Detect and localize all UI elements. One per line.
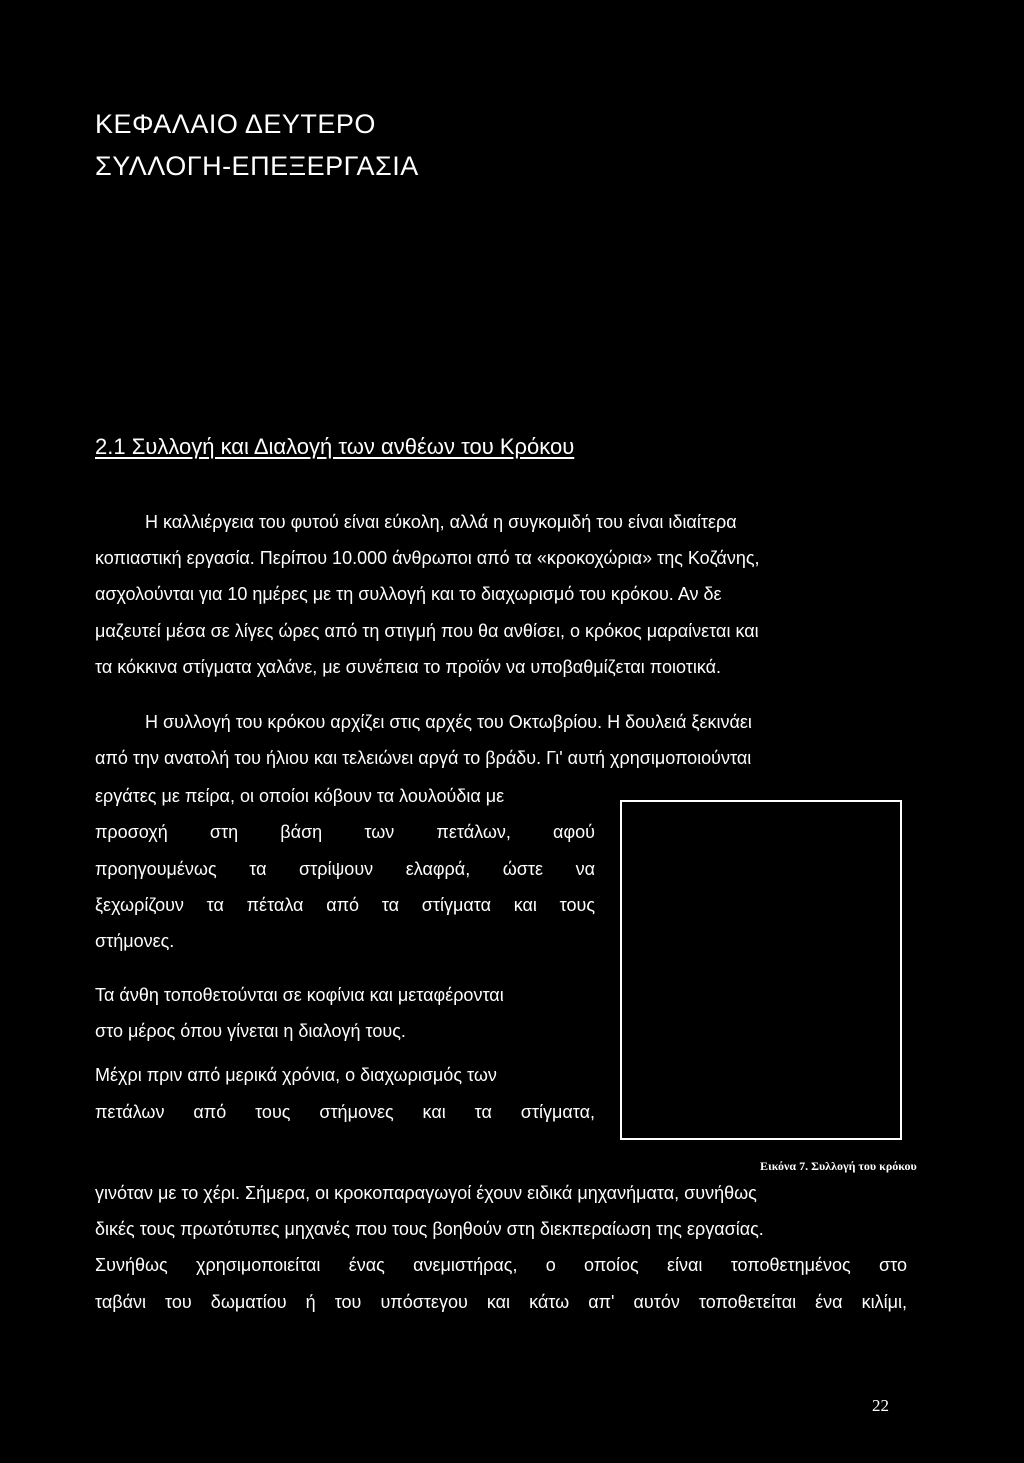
text-line: εργάτες με πείρα, οι οποίοι κόβουν τα λουλούδια με: [95, 786, 505, 806]
text-line: Μέχρι πριν από μερικά χρόνια, ο διαχωρισμός των: [95, 1065, 497, 1085]
chapter-title-line1: ΚΕΦΑΛΑΙΟ ΔΕΥΤΕΡΟ: [95, 109, 376, 139]
text-line: προηγουμένως τα στρίψουν ελαφρά, ώστε να: [95, 859, 595, 879]
text-line: ταβάνι του δωματίου ή του υπόστεγου και κάτω απ' αυτόν τοποθετείται ένα κιλίμι,: [95, 1292, 907, 1312]
text-line: Η καλλιέργεια του φυτού είναι εύκολη, αλλά η συγκομιδή του είναι ιδιαίτερα: [145, 512, 737, 532]
text-line: προσοχή στη βάση των πετάλων, αφού: [95, 822, 595, 842]
text-line: τα κόκκινα στίγματα χαλάνε, με συνέπεια το προϊόν να υποβαθμίζεται ποιοτικά.: [95, 657, 722, 677]
text-line: ασχολούνται για 10 ημέρες με τη συλλογή και το διαχωρισμό του κρόκου. Αν δε: [95, 584, 722, 604]
figure-image-frame: [620, 800, 902, 1140]
text-line: ξεχωρίζουν τα πέταλα από τα στίγματα και τους: [95, 895, 595, 915]
text-line: πετάλων από τους στήμονες και τα στίγματα,: [95, 1102, 595, 1122]
text-line: δικές τους πρωτότυπες μηχανές που τους βοηθούν στη διεκπεραίωση της εργασίας.: [95, 1219, 764, 1239]
text-line: Τα άνθη τοποθετούνται σε κοφίνια και μεταφέρονται: [95, 985, 504, 1005]
text-line: γινόταν με το χέρι. Σήμερα, οι κροκοπαραγωγοί έχουν ειδικά μηχανήματα, συνήθως: [95, 1183, 757, 1203]
text-line: στήμονες.: [95, 931, 175, 951]
text-line: στο μέρος όπου γίνεται η διαλογή τους.: [95, 1021, 406, 1041]
text-line: κοπιαστική εργασία. Περίπου 10.000 άνθρωποι από τα «κροκοχώρια» της Κοζάνης,: [95, 548, 760, 568]
figure-caption: Εικόνα 7. Συλλογή του κρόκου: [760, 1159, 917, 1173]
text-line: μαζευτεί μέσα σε λίγες ώρες από τη στιγμή που θα ανθίσει, ο κρόκος μαραίνεται και: [95, 621, 759, 641]
text-line: Η συλλογή του κρόκου αρχίζει στις αρχές του Οκτωβρίου. Η δουλειά ξεκινάει: [145, 712, 752, 732]
text-line: από την ανατολή του ήλιου και τελειώνει αργά το βράδυ. Γι' αυτή χρησιμοποιούνται: [95, 748, 752, 768]
section-title: 2.1 Συλλογή και Διαλογή των ανθέων του Κρόκου: [95, 434, 575, 459]
text-line: Συνήθως χρησιμοποιείται ένας ανεμιστήρας, ο οποίος είναι τοποθετημένος στο: [95, 1255, 907, 1275]
chapter-title-line2: ΣΥΛΛΟΓΗ-ΕΠΕΞΕΡΓΑΣΙΑ: [95, 151, 419, 181]
page-number: 22: [872, 1396, 889, 1415]
